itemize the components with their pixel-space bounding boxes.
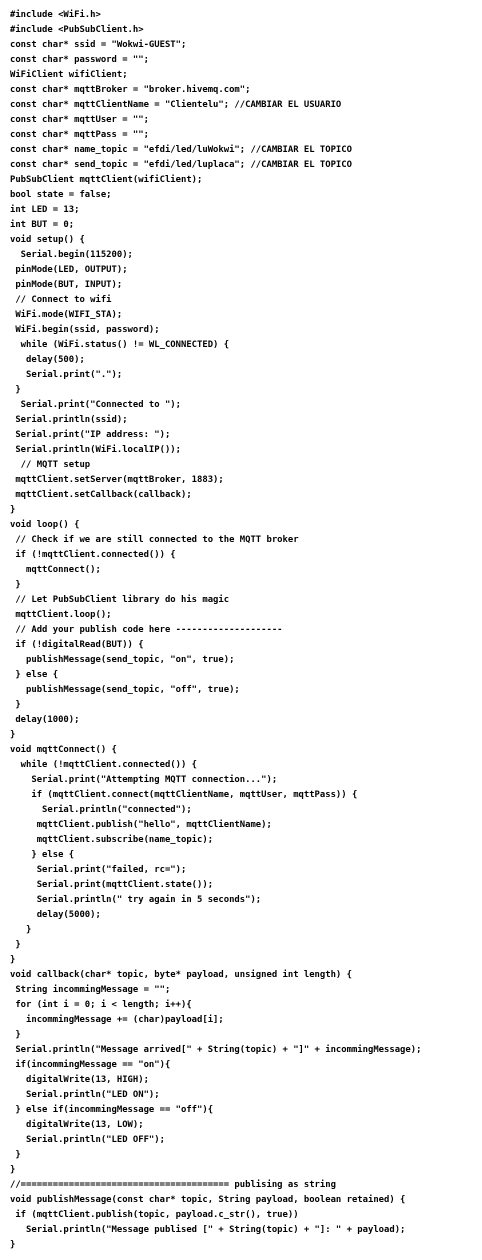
code-line: WiFi.begin(ssid, password); <box>10 325 160 335</box>
code-line: } else { <box>10 670 59 680</box>
code-line: Serial.print("Attempting MQTT connection..."); <box>10 775 278 785</box>
code-line: } <box>10 385 21 395</box>
code-line: // Let PubSubClient library do his magic <box>10 595 230 605</box>
code-line: void setup() { <box>10 235 85 245</box>
code-line: mqttClient.setCallback(callback); <box>10 490 192 500</box>
code-line: // Check if we are still connected to the MQTT broker <box>10 535 299 545</box>
code-line: Serial.begin(115200); <box>10 250 133 260</box>
code-line: } else { <box>10 850 75 860</box>
code-line: if (mqttClient.publish(topic, payload.c_str(), true)) <box>10 1210 299 1220</box>
code-line: publishMessage(send_topic, "off", true); <box>10 685 240 695</box>
code-line: mqttClient.subscribe(name_topic); <box>10 835 214 845</box>
code-line: WiFiClient wifiClient; <box>10 70 128 80</box>
code-line: bool state = false; <box>10 190 112 200</box>
code-line: delay(1000); <box>10 715 80 725</box>
code-line: Serial.println(WiFi.localIP()); <box>10 445 181 455</box>
code-line: delay(500); <box>10 355 85 365</box>
code-line: Serial.println("Message publised [" + String(topic) + "]: " + payload); <box>10 1225 406 1235</box>
code-line: } <box>10 1150 21 1160</box>
code-line: void mqttConnect() { <box>10 745 117 755</box>
code-line: Serial.println(" try again in 5 seconds"); <box>10 895 262 905</box>
code-line: void publishMessage(const char* topic, String payload, boolean retained) { <box>10 1195 406 1205</box>
code-line: const char* ssid = "Wokwi-GUEST"; <box>10 40 187 50</box>
code-line: while (!mqttClient.connected()) { <box>10 760 198 770</box>
code-line: Serial.println("connected"); <box>10 805 192 815</box>
code-line: } <box>10 505 16 515</box>
code-line: WiFi.mode(WIFI_STA); <box>10 310 123 320</box>
code-line: } <box>10 925 32 935</box>
code-line: const char* send_topic = "efdi/led/luplaca"; //CAMBIAR EL TOPICO <box>10 160 352 170</box>
code-line: } <box>10 955 16 965</box>
code-line: if (!digitalRead(BUT)) { <box>10 640 144 650</box>
code-line: const char* mqttPass = ""; <box>10 130 149 140</box>
code-line: int BUT = 0; <box>10 220 75 230</box>
code-line: Serial.print("IP address: "); <box>10 430 171 440</box>
code-line: mqttConnect(); <box>10 565 101 575</box>
code-line: } <box>10 940 21 950</box>
code-line: } <box>10 700 21 710</box>
code-line: void callback(char* topic, byte* payload, unsigned int length) { <box>10 970 352 980</box>
code-line: mqttClient.loop(); <box>10 610 112 620</box>
code-line: pinMode(BUT, INPUT); <box>10 280 123 290</box>
code-line: if (!mqttClient.connected()) { <box>10 550 176 560</box>
code-line: // MQTT setup <box>10 460 91 470</box>
code-line: } else if(incommingMessage == "off"){ <box>10 1105 214 1115</box>
code-line: Serial.print("."); <box>10 370 123 380</box>
code-line: } <box>10 1240 16 1250</box>
code-line: while (WiFi.status() != WL_CONNECTED) { <box>10 340 230 350</box>
code-line: } <box>10 730 16 740</box>
code-line: #include <WiFi.h> <box>10 10 101 20</box>
code-line: void loop() { <box>10 520 80 530</box>
code-line: Serial.println("LED OFF"); <box>10 1135 165 1145</box>
code-line: } <box>10 580 21 590</box>
code-line: delay(5000); <box>10 910 101 920</box>
code-line: PubSubClient mqttClient(wifiClient); <box>10 175 203 185</box>
code-line: Serial.print("Connected to "); <box>10 400 181 410</box>
code-line: //======================================= publising as string <box>10 1180 336 1190</box>
code-line: digitalWrite(13, HIGH); <box>10 1075 149 1085</box>
code-line: } <box>10 1165 16 1175</box>
code-line: #include <PubSubClient.h> <box>10 25 144 35</box>
code-line: Serial.println(ssid); <box>10 415 128 425</box>
code-line: Serial.println("LED ON"); <box>10 1090 160 1100</box>
code-line: Serial.print(mqttClient.state()); <box>10 880 214 890</box>
code-line: for (int i = 0; i < length; i++){ <box>10 1000 192 1010</box>
code-line: // Add your publish code here -------------------- <box>10 625 283 635</box>
code-line: const char* mqttClientName = "Clientelu"; //CAMBIAR EL USUARIO <box>10 100 342 110</box>
code-line: digitalWrite(13, LOW); <box>10 1120 144 1130</box>
code-line: int LED = 13; <box>10 205 80 215</box>
code-line: const char* mqttBroker = "broker.hivemq.com"; <box>10 85 251 95</box>
code-line: // Connect to wifi <box>10 295 112 305</box>
code-line: const char* password = ""; <box>10 55 149 65</box>
code-line: mqttClient.setServer(mqttBroker, 1883); <box>10 475 224 485</box>
code-line: Serial.print("failed, rc="); <box>10 865 187 875</box>
code-line: if(incommingMessage == "on"){ <box>10 1060 171 1070</box>
code-line: } <box>10 1030 21 1040</box>
code-line: if (mqttClient.connect(mqttClientName, mqttUser, mqttPass)) { <box>10 790 358 800</box>
code-line: const char* mqttUser = ""; <box>10 115 149 125</box>
code-line: incommingMessage += (char)payload[i]; <box>10 1015 224 1025</box>
code-line: publishMessage(send_topic, "on", true); <box>10 655 235 665</box>
code-line: String incommingMessage = ""; <box>10 985 171 995</box>
code-line: Serial.println("Message arrived[" + String(topic) + "]" + incommingMessage); <box>10 1045 422 1055</box>
code-line: mqttClient.publish("hello", mqttClientName); <box>10 820 272 830</box>
code-line: const char* name_topic = "efdi/led/luWokwi"; //CAMBIAR EL TOPICO <box>10 145 352 155</box>
code-line: pinMode(LED, OUTPUT); <box>10 265 128 275</box>
